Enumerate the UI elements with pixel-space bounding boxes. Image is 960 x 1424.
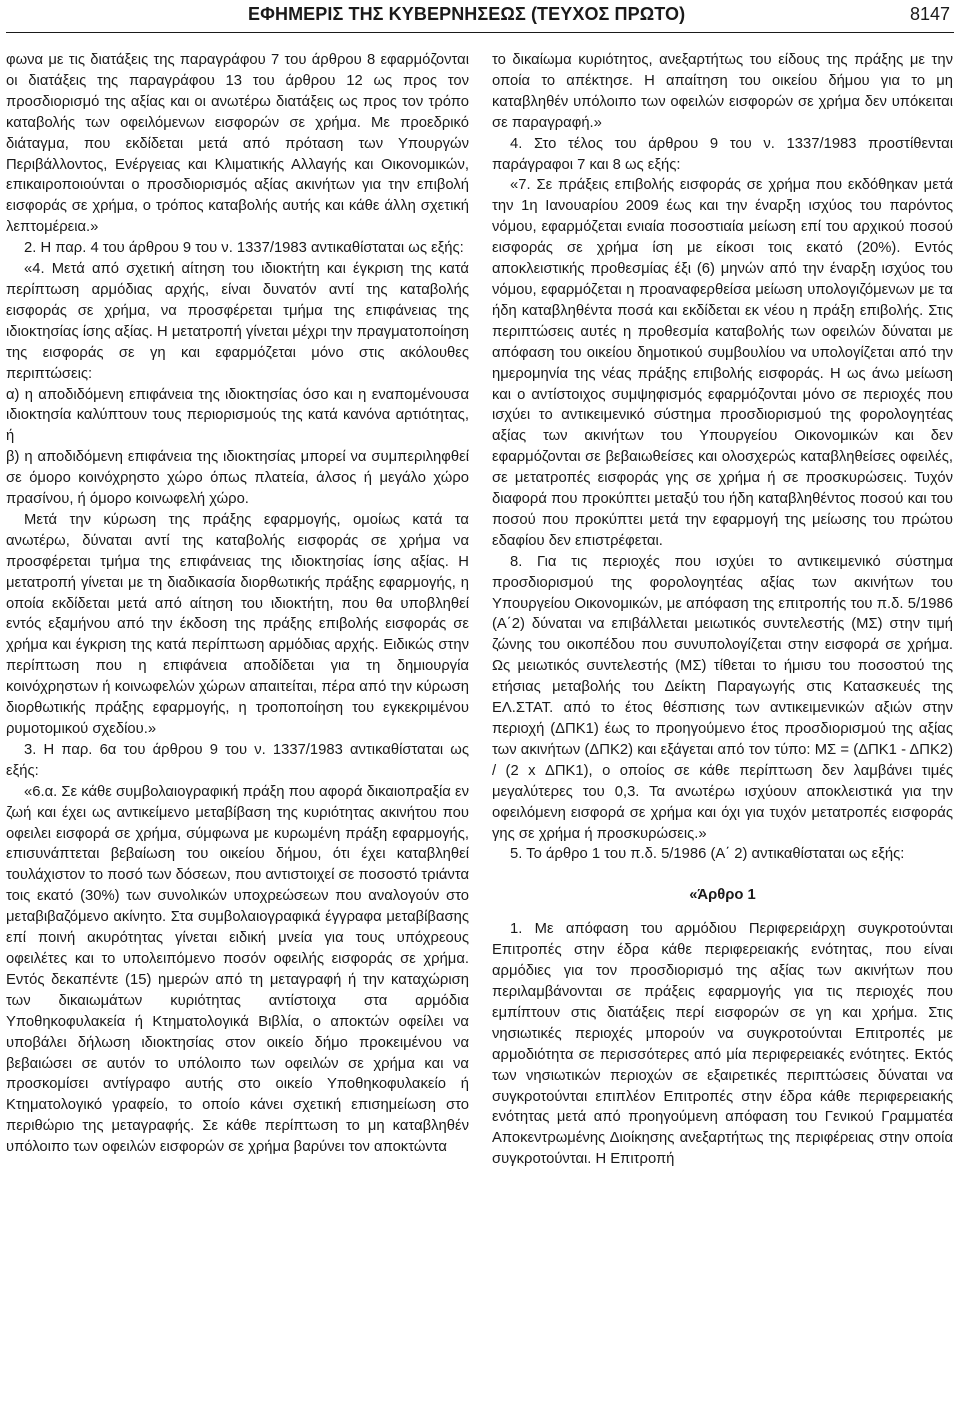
paragraph: β) η αποδιδόμενη επιφάνεια της ιδιοκτησίας μπορεί να συμπεριληφθεί σε όμορο κοινόχρηστο χώρο όπως πλατεία, άλσος ή μεγάλο χώρο πρασίνου, ή όμορο κοινωφελή χώρο.: [6, 449, 469, 508]
paragraph: 1. Με απόφαση του αρμόδιου Περιφερειάρχη συγκροτούνται Επιτροπές στην έδρα κάθε περιφερειακής ενότητας, που είναι αρμόδιες για τον προσδιορισμό της αξίας των ακινήτων που περιλαμβάνονται σε πράξεις εφαρμογής για τις περιοχές που εμπίπτουν στις διατάξεις περί εισφορών σε γη και χρήμα. Στις νησιωτικές περιοχές μπορούν να συγκροτούνται Επιτροπές με αρμοδιότητα σε περισσότερες από μία περιφερειακές ενότητες. Εκτός των νησιωτικών περιοχών σε εξαιρετικές περιπτώσεις δύναται να συγκροτούνται επιπλέον Επιτροπές στην έδρα κάθε περιφερειακής ενότητας μετά από προηγούμενη απόφαση του Γενικού Γραμματέα Αποκεντρωμένης Διοίκησης ανεξαρτήτως της περιφέρειας στην οποία συγκροτούνται. Η Επιτροπή: [492, 921, 953, 1168]
paragraph: 5. Το άρθρο 1 του π.δ. 5/1986 (Α΄ 2) αντικαθίσταται ως εξής:: [510, 846, 905, 863]
paragraph: φωνα με τις διατάξεις της παραγράφου 7 του άρθρου 8 εφαρμόζονται οι διατάξεις της παραγράφου 13 του άρθρου 12 ως προς τον προσδιορισμό της αξίας και οι ανωτέρω διατάξεις ως προς τον τρόπο καταβολής των οφειλόμενων εισφορών σε χρήμα. Με προεδρικό διάταγμα, που εκδίδεται μετά από πρόταση των Υπουργών Περιβάλλοντος, Ενέργειας και Κλιματικής Αλλαγής και Οικονομικών, επικαιροποιούνται ο προσδιορισμός αξίας ακινήτων για την επιβολή εισφοράς σε χρήμα, ο τρόπος καταβολής αυτής και κάθε άλλη σχετική λεπτομέρεια.»: [6, 52, 469, 236]
article-heading: «Άρθρο 1: [689, 887, 756, 904]
paragraph: το δικαίωμα κυριότητος, ανεξαρτήτως του είδους της πράξης με την οποία το απέκτησε. Η απαίτηση του οικείου δήμου για το μη καταβληθέν υπόλοιπο των οφειλών εισφορών σε χρήμα δεν υπόκειται σε παραγραφή.»: [492, 52, 953, 131]
paragraph: 2. Η παρ. 4 του άρθρου 9 του ν. 1337/1983 αντικαθίσταται ως εξής:: [24, 240, 464, 257]
page-header: [0, 0, 960, 40]
paragraph: Μετά την κύρωση της πράξης εφαρμογής, ομοίως κατά τα ανωτέρω, δύναται αντί της καταβολής εισφοράς σε χρήμα να προσφέρεται τμήμα της επιφάνειας της ιδιοκτησίας ίσης αξίας. Η μετατροπή γίνεται με τη διαδικασία διορθωτικής πράξης εφαρμογής, η οποία εκδίδεται μετά από αίτηση του ιδιοκτήτη, που θα υποβληθεί εντός εξαμήνου από την έκδοση της πράξης επιβολής εισφοράς σε χρήμα και έγκριση της κατά περίπτωση αρμόδιας αρχής. Ειδικώς στην περίπτωση που η επιφάνεια αποδίδεται για τη δημιουργία κοινόχρηστων ή κοινωφελών χώρων απαιτείται, πέρα από την κύρωση διορθωτικής πράξης εφαρμογής, η τροποποίηση του εγκεκριμένου ρυμοτομικού σχεδίου.»: [6, 511, 469, 737]
paragraph: 8. Για τις περιοχές που ισχύει το αντικειμενικό σύστημα προσδιορισμού της φορολογητέας αξίας των ακινήτων του Υπουργείου Οικονομικών, με απόφαση της επιτροπής του π.δ. 5/1986 (Α΄2) δύναται να επιβάλλεται μειωτικός συντελεστής (ΜΣ) στην τιμή ζώνης του οικοπέδου που συνυπολογίζεται στην εισφορά σε χρήμα. Ως μειωτικός συντελεστής (ΜΣ) τίθεται το ήμισυ του ποσοστού της ετήσιας μεταβολής του Δείκτη Παραγωγής στις Κατασκευές της ΕΛ.ΣΤΑΤ. από το έτος θέσπισης των αντικειμενικών αξιών στην περιοχή (ΔΠΚ1) έως το προηγούμενο έτος προσδιορισμού της αξίας των ακινήτων (ΔΠΚ2) και εξάγεται από τον τύπο: ΜΣ = (ΔΠΚ1 - ΔΠΚ2) / (2 x ΔΠΚ1), ο οποίος σε κάθε περίπτωση δεν λαμβάνει τιμές μεγαλύτερες του 0,3. Τα ανωτέρω ισχύουν αποκλειστικά για την οφειλόμενη εισφορά σε χρήμα και όχι για τυχόν μετατροπές εισφοράς γης σε χρήμα ή προσκυρώσεις.»: [492, 553, 953, 842]
page-number: 8147: [909, 4, 950, 24]
paragraph: 4. Στο τέλος του άρθρου 9 του ν. 1337/1983 προστίθενται παράγραφοι 7 και 8 ως εξής:: [492, 135, 953, 173]
gazette-title: ΕΦΗΜΕΡΙΣ ΤΗΣ ΚΥΒΕΡΝΗΣΕΩΣ (ΤΕΥΧΟΣ ΠΡΩΤΟ): [248, 4, 686, 24]
paragraph: «6.α. Σε κάθε συμβολαιογραφική πράξη που αφορά δικαιοπραξία εν ζωή και έχει ως αντικείμενο μεταβίβαση της κυριότητας ακινήτου που οφειλει εισφορά σε χρήμα, σύμφωνα με κυρωμένη πράξη εφαρμογής, επισυνάπτεται βεβαίωση του οικείου δήμου, ότι έχει καταβληθεί τουλάχιστον το ποσό των δόσεων, που αντιστοιχεί σε ποσοστό τριάντα τοις εκατό (30%) των συνολικών υποχρεώσεων που αναλογούν στο μεταβιβαζόμενο ακίνητο. Στα συμβολαιογραφικά έγγραφα μεταβίβασης επί ποινή ακυρότητας γίνεται ειδική μνεία για τους υπόχρεους οφειλέτες και το υπολειπόμενο ποσόν οφειλής εισφοράς σε χρήμα. Εντός δεκαπέντε (15) ημερών από τη μεταγραφή ή την καταχώριση των δικαιωμάτων κυριότητας αντίστοιχα στα αρμόδια Υποθηκοφυλακεία ή Κτηματολογικά Βιβλία, ο αποκτών οφείλει να υποβάλει δήλωση ιδιοκτησίας στον οικείο δήμο προκειμένου να βεβαιώσει σε αυτόν το υπόλοιπο των οφειλών σε χρήμα και να προσκομίσει αντίγραφο αυτής στο οικείο Υποθηκοφυλακείο ή Κτηματολογικό γραφείο, το οποίο κάνει σχετική επισημείωση στο περιθώριο της μεταγραφής. Σε κάθε περίπτωση το μη καταβληθέν υπόλοιπο των οφειλών εισφορών σε χρήμα βαρύνει τον αποκτώντα: [6, 783, 469, 1156]
paragraph: «7. Σε πράξεις επιβολής εισφοράς σε χρήμα που εκδόθηκαν μετά την 1η Ιανουαρίου 2009 έως και την έναρξη ισχύος του παρόντος νόμου, εφαρμόζεται ενιαία ποσοστιαία μείωση επί του αρχικού ποσού εισφοράς σε χρήμα ίση με είκοσι τοις εκατό (20%). Εντός αποκλειστικής προθεσμίας έξι (6) μηνών από την έναρξη ισχύος του νόμου, εφαρμόζεται η προαναφερθείσα μείωση υπολογιζόμενων με τα ήδη καταβληθέντα ποσά και εκδίδεται εκ νέου η πράξη επιβολής. Στις περιπτώσεις αυτές η προθεσμία καταβολής των οφειλών δύναται με απόφαση του οικείου δημοτικού συμβουλίου να υπολογίζεται από την ημερομηνία της νέας πράξης επιβολής εισφοράς. Η ως άνω μείωση και ο αντίστοιχος συμψηφισμός εφαρμόζονται μόνο σε περιοχές που ισχύει το αντικειμενικό σύστημα προσδιορισμού της φορολογητέας αξίας των ακινήτων του Υπουργείου Οικονομικών και δεν εφαρμόζονται σε βεβαιωθείσες και ολοσχερώς καταβληθείσες οφειλές, σε μετατροπές εισφοράς γης σε χρήμα ή σε προσκυρώσεις. Τυχόν διαφορά που προκύπτει μεταξύ του ήδη καταβληθέντος ποσού και του ποσού που προκύπτει μετά την εφαρμογή της μείωσης του πρώτου εδαφίου δεν επιστρέφεται.: [492, 177, 953, 549]
left-column: [6, 50, 469, 1158]
header-rule: [6, 32, 954, 33]
paragraph: «4. Μετά από σχετική αίτηση του ιδιοκτήτη και έγκριση της κατά περίπτωση αρμόδιας αρχής, είναι δυνατόν αντί της καταβολής εισφοράς σε χρήμα, να προσφέρεται τμήμα της επιφάνειας της ιδιοκτησίας ίσης αξίας. Η μετατροπή γίνεται μέχρι την πραγματοποίηση της εισφοράς σε γη και εφαρμόζεται μόνο στις ακόλουθες περιπτώσεις:: [6, 261, 469, 382]
paragraph: α) η αποδιδόμενη επιφάνεια της ιδιοκτησίας όσο και η εναπομένουσα ιδιοκτησία καλύπτουν τους περιορισμούς της κατά κανόνα αρτιότητας, ή: [6, 386, 469, 445]
right-column: [492, 50, 953, 1170]
paragraph: 3. Η παρ. 6α του άρθρου 9 του ν. 1337/1983 αντικαθίσταται ως εξής:: [6, 741, 469, 779]
